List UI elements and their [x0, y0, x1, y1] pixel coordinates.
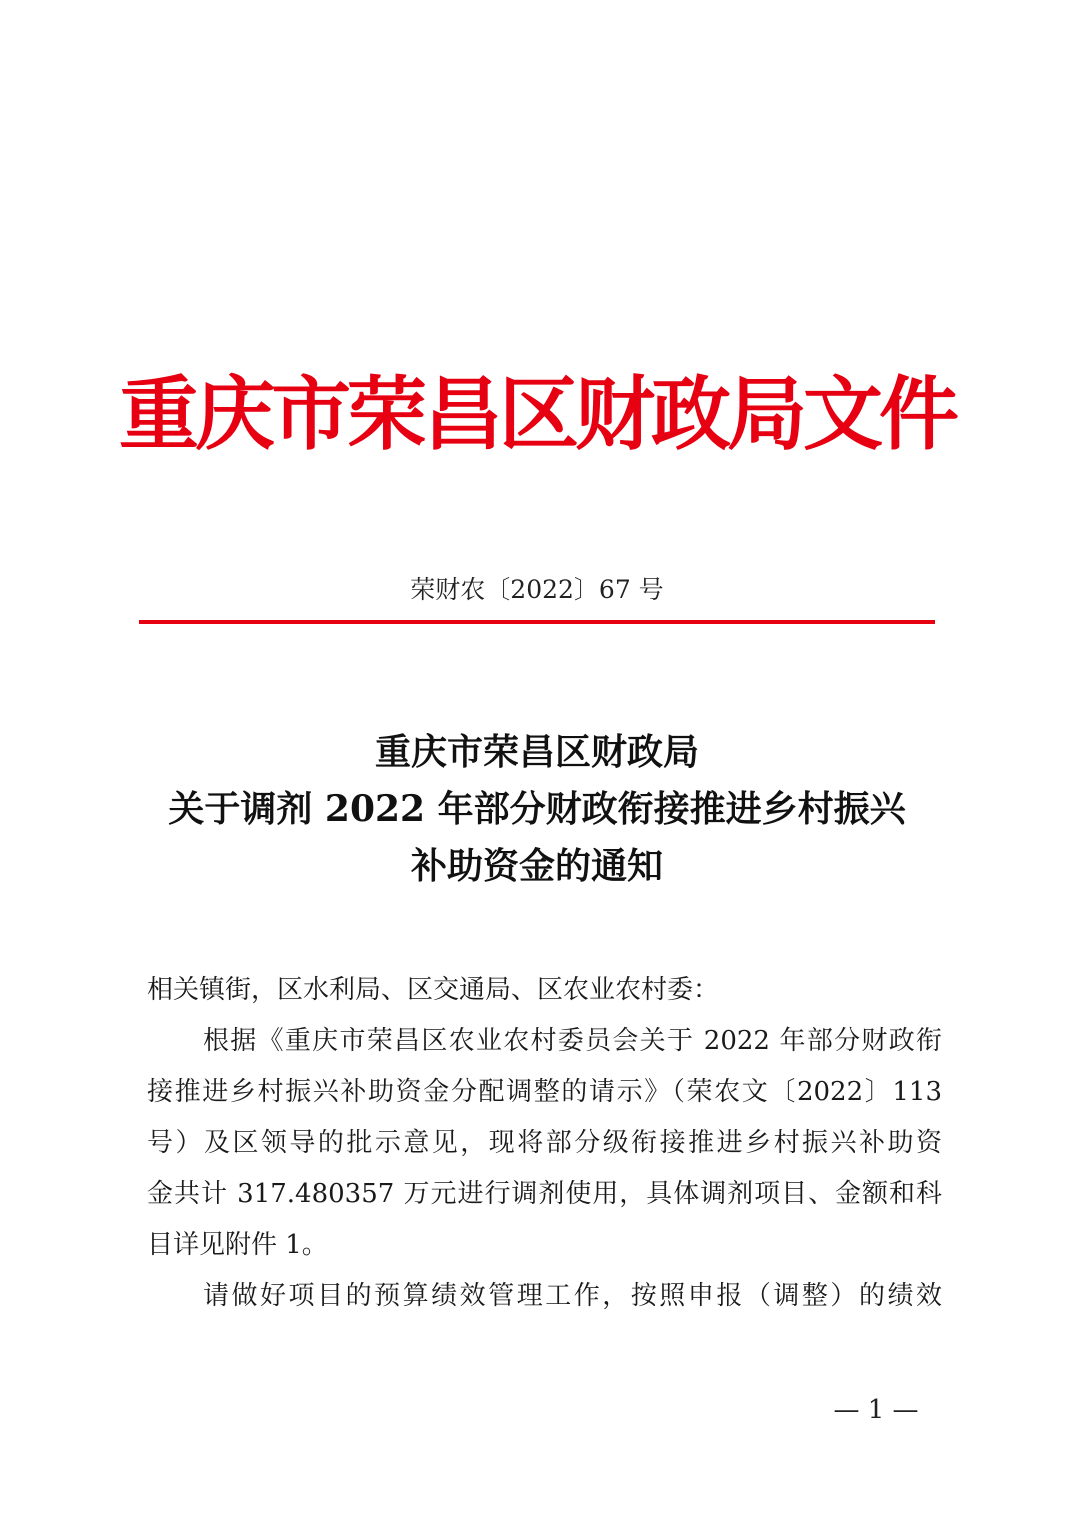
paragraph-2-line-1: 请做好项目的预算绩效管理工作，按照申报（调整）的绩效 — [203, 1281, 942, 1311]
document-number: 荣财农〔2022〕67 号 — [410, 575, 664, 604]
page-number: — 1 — — [833, 1395, 919, 1425]
letterhead-title: 重庆市荣昌区财政局文件 — [119, 368, 955, 461]
paragraph-1-line-5: 目详见附件 1。 — [147, 1230, 328, 1260]
recipients-line: 相关镇街，区水利局、区交通局、区农业农村委： — [147, 975, 720, 1005]
notice-title — [0, 724, 1074, 895]
notice-title-line-2: 关于调剂 2022 年部分财政衔接推进乡村振兴 — [168, 788, 906, 830]
notice-title-line-3: 补助资金的通知 — [410, 845, 663, 887]
paragraph-1-line-3: 号）及区领导的批示意见，现将部分级衔接推进乡村振兴补助资 — [147, 1128, 942, 1158]
paragraph-1-line-1: 根据《重庆市荣昌区农业农村委员会关于 2022 年部分财政衔 — [203, 1026, 942, 1056]
notice-title-line-1: 重庆市荣昌区财政局 — [374, 731, 699, 773]
paragraph-1-line-2: 接推进乡村振兴补助资金分配调整的请示》（荣农文〔2022〕113 — [147, 1077, 942, 1107]
notice-body — [147, 965, 942, 1322]
paragraph-1-line-4: 金共计 317.480357 万元进行调剂使用，具体调剂项目、金额和科 — [147, 1179, 942, 1209]
red-divider-line — [139, 620, 935, 624]
